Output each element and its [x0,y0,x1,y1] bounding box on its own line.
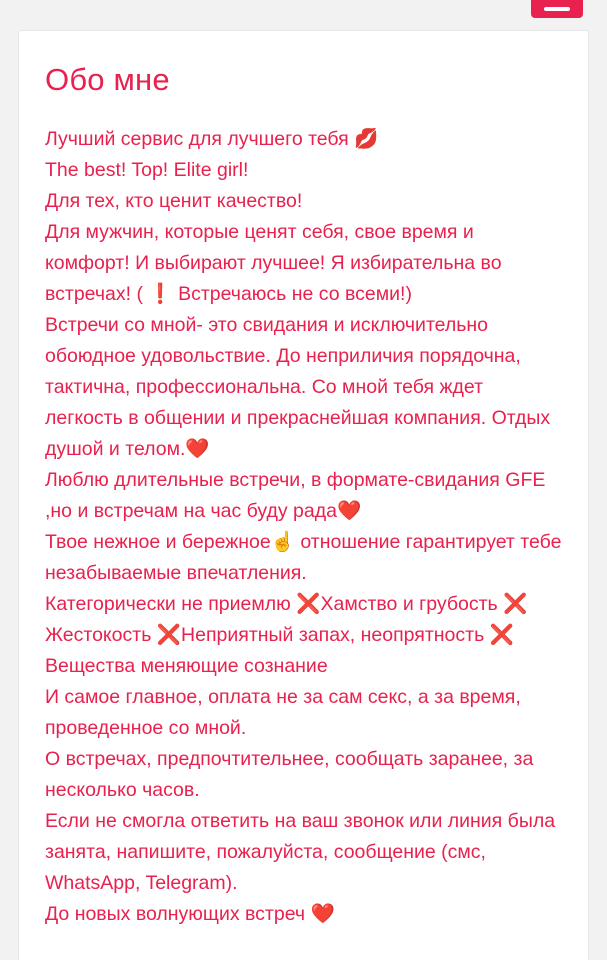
paragraph: Для мужчин, которые ценят себя, свое время и комфорт! И выбирают лучшее! Я избирательна во встречах! ( ❗ Встречаюсь не со всеми!) [45,221,502,306]
top-bar [0,0,607,24]
paragraph: И самое главное, оплата не за сам секс, а за время, проведенное со мной. [45,686,521,740]
menu-button[interactable] [531,0,583,18]
paragraph: Твое нежное и бережное☝ отношение гарантирует тебе незабываемые впечатления. [45,531,562,585]
paragraph: Категорически не приемлю ❌Хамство и грубость ❌ Жестокость ❌Неприятный запах, неопрятность ❌ Вещества меняющие сознание [45,593,528,678]
paragraph: Для тех, кто ценит качество! [45,190,303,213]
paragraph: О встречах, предпочтительнее, сообщать заранее, за несколько часов. [45,748,534,802]
page-title: Обо мне [45,62,170,97]
paragraph: Если не смогла ответить на ваш звонок или линия была занята, напишите, пожалуйста, сообщение (смс, WhatsApp, Telegram). [45,810,556,895]
about-me-card [18,30,589,960]
paragraph: До новых волнующих встреч ❤️ [45,903,335,926]
paragraph: Лучший сервис для лучшего тебя 💋 [45,128,379,151]
paragraph: Встречи со мной- это свидания и исключительно обоюдное удовольствие. До неприличия порядочна, тактична, профессиональна. Со мной тебя ждет легкость в общении и прекраснейшая компания. Отдых душой и телом.❤️ [45,314,551,461]
paragraph: The best! Top! Elite girl! [45,159,249,182]
paragraph: Люблю длительные встречи, в формате-свидания GFE ,но и встречам на час буду рада❤️ [45,469,546,523]
about-me-text [45,124,562,930]
hamburger-icon [544,7,570,11]
